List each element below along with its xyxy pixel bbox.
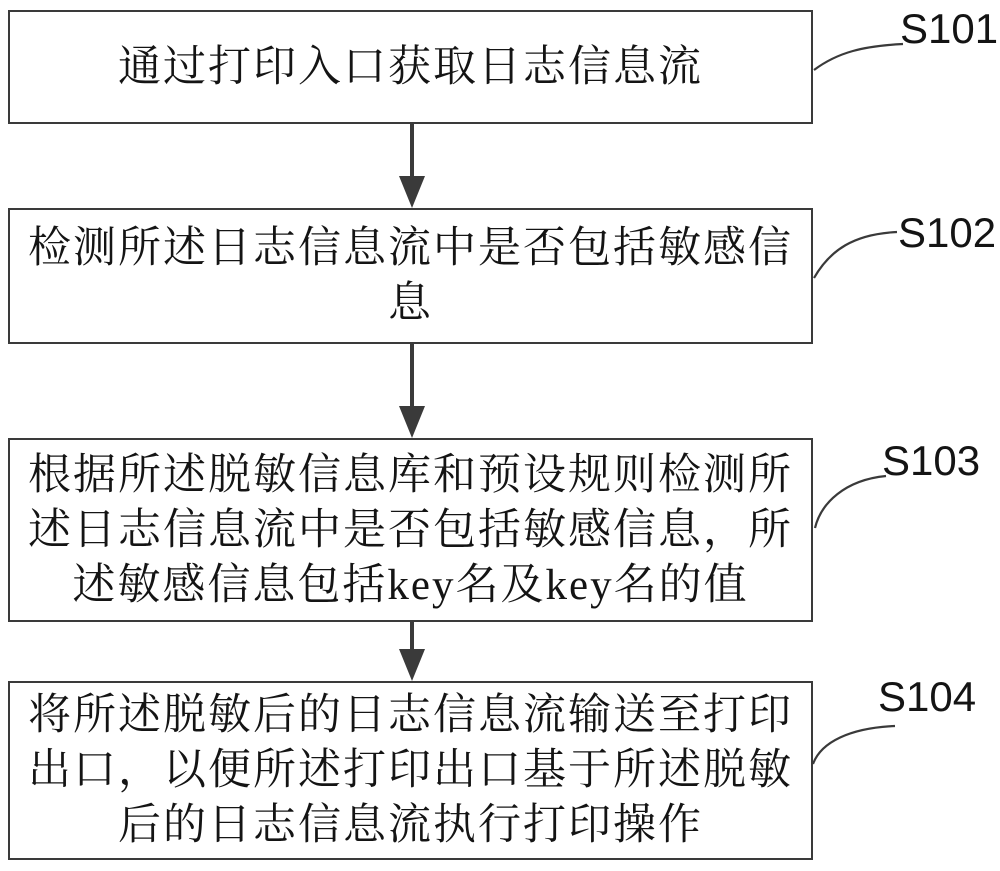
step-text-line: 述敏感信息包括key名及key名的值 bbox=[72, 561, 749, 609]
leader-line-s104 bbox=[813, 726, 895, 764]
step-label-s103: S103 bbox=[882, 437, 981, 484]
step-text-line: 将所述脱敏后的日志信息流输送至打印 bbox=[28, 692, 793, 739]
step-text-line: 述日志信息流中是否包括敏感信息，所 bbox=[28, 506, 793, 554]
leader-line-s103 bbox=[815, 476, 886, 528]
step-text-line: 出口，以便所述打印出口基于所述脱敏 bbox=[28, 747, 793, 794]
arrow-down-icon bbox=[399, 649, 425, 681]
arrow-down-icon bbox=[399, 406, 425, 438]
step-text-line: 后的日志信息流执行打印操作 bbox=[118, 802, 703, 849]
arrow-down-icon bbox=[399, 176, 425, 208]
arrow-stem bbox=[410, 622, 414, 652]
step-label-s101: S101 bbox=[900, 5, 999, 52]
flow-step-box-s104 bbox=[8, 681, 813, 860]
step-label-s102: S102 bbox=[898, 209, 997, 256]
flow-step-box-s102 bbox=[8, 208, 813, 344]
flow-step-box-s101 bbox=[8, 10, 813, 124]
arrow-stem bbox=[410, 124, 414, 180]
step-label-s104: S104 bbox=[878, 673, 977, 720]
step-text-line: 通过打印入口获取日志信息流 bbox=[118, 43, 703, 91]
step-text-line: 息 bbox=[388, 280, 433, 327]
step-text-line: 检测所述日志信息流中是否包括敏感信 bbox=[28, 225, 793, 272]
leader-line-s101 bbox=[814, 44, 903, 70]
arrow-stem bbox=[410, 344, 414, 408]
step-text-line: 根据所述脱敏信息库和预设规则检测所 bbox=[28, 451, 793, 499]
leader-line-s102 bbox=[814, 232, 897, 278]
flow-step-box-s103 bbox=[8, 438, 813, 622]
